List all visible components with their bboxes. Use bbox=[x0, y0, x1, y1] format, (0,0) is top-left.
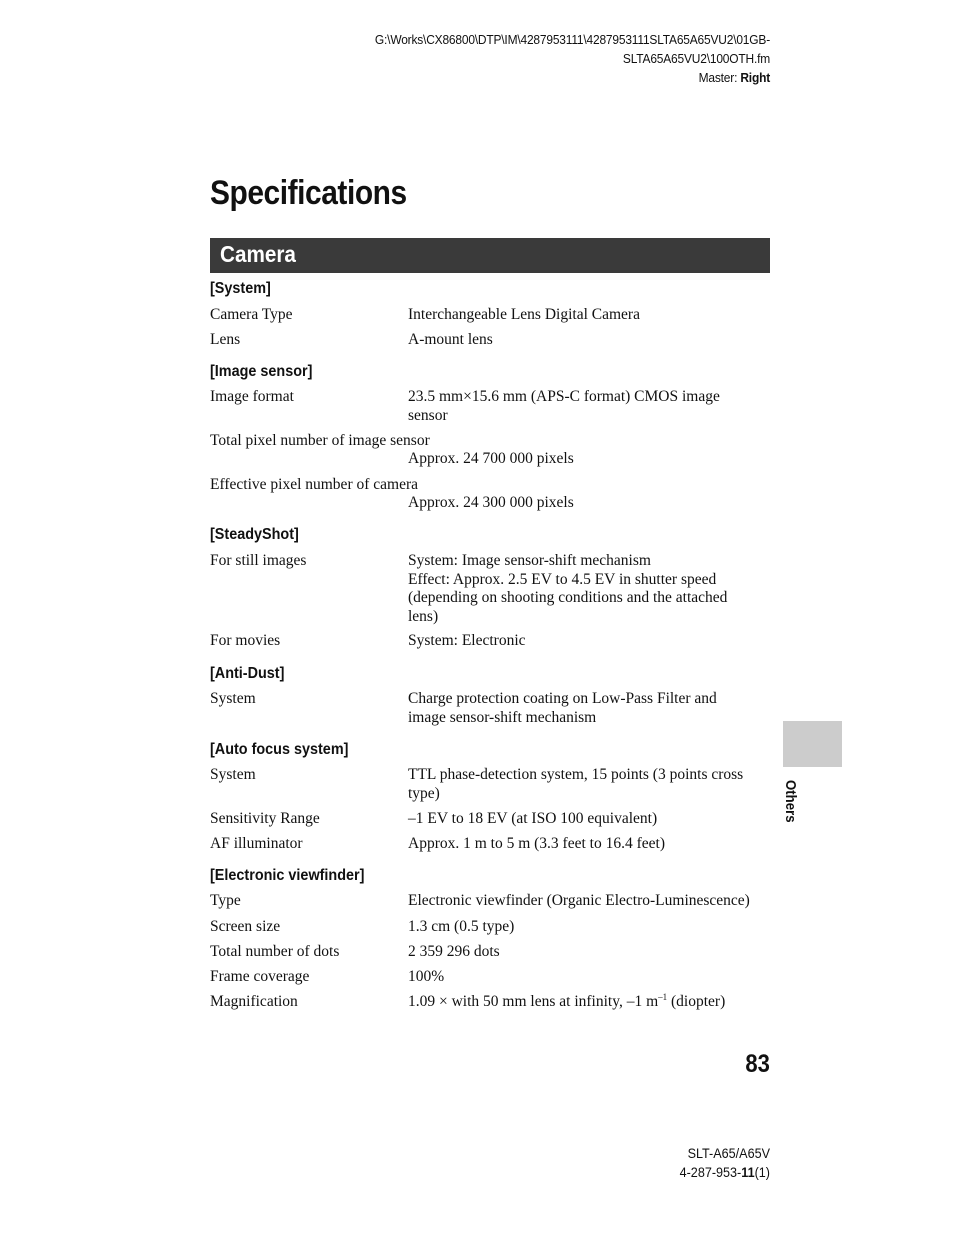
footer-code-suffix: (1) bbox=[754, 1164, 770, 1180]
group-title-system: [System] bbox=[210, 280, 271, 297]
spec-label: System bbox=[210, 690, 256, 707]
spec-label: AF illuminator bbox=[210, 835, 303, 852]
spec-label: Screen size bbox=[210, 918, 281, 935]
spec-value: 100% bbox=[408, 968, 445, 985]
spec-label: Type bbox=[210, 892, 241, 909]
spec-label: System bbox=[210, 766, 256, 783]
header-master-value: Right bbox=[740, 70, 770, 85]
spec-value: Charge protection coating on Low-Pass Filter and image sensor-shift mechanism bbox=[408, 690, 717, 726]
footer-code bbox=[500, 1163, 770, 1182]
spec-value-text: 1.09 × with 50 mm lens at infinity, –1 m bbox=[408, 993, 659, 1010]
group-title-steadyshot: [SteadyShot] bbox=[210, 526, 299, 543]
spec-value: –1 EV to 18 EV (at ISO 100 equivalent) bbox=[408, 810, 658, 827]
footer bbox=[500, 1144, 770, 1182]
spec-label: Magnification bbox=[210, 993, 298, 1010]
header-master bbox=[181, 68, 770, 87]
spec-label: Total pixel number of image sensor bbox=[210, 432, 430, 449]
group-title-anti-dust: [Anti-Dust] bbox=[210, 665, 285, 682]
group-title-image-sensor: [Image sensor] bbox=[210, 363, 313, 380]
spec-value: A-mount lens bbox=[408, 331, 493, 348]
spec-value: 23.5 mm×15.6 mm (APS-C format) CMOS image sensor bbox=[408, 388, 720, 424]
spec-value: 1.3 cm (0.5 type) bbox=[408, 918, 515, 935]
header-master-prefix: Master: bbox=[698, 70, 741, 85]
spec-label: Image format bbox=[210, 388, 294, 405]
group-title-auto-focus: [Auto focus system] bbox=[210, 741, 349, 758]
header-file-path bbox=[181, 30, 770, 87]
spec-value: Approx. 24 700 000 pixels bbox=[408, 450, 574, 467]
footer-code-prefix: 4-287-953- bbox=[679, 1164, 742, 1180]
spec-label: Sensitivity Range bbox=[210, 810, 320, 827]
spec-label: For movies bbox=[210, 632, 281, 649]
footer-model: SLT-A65/A65V bbox=[687, 1145, 770, 1161]
group-title-electronic-viewfinder: [Electronic viewfinder] bbox=[210, 867, 365, 884]
spec-value: TTL phase-detection system, 15 points (3 points cross type) bbox=[408, 766, 744, 802]
section-bar-camera bbox=[210, 238, 770, 273]
side-tab-text: Others bbox=[782, 780, 799, 823]
spec-value: Interchangeable Lens Digital Camera bbox=[408, 306, 640, 323]
spec-label: Effective pixel number of camera bbox=[210, 476, 419, 493]
spec-label: Camera Type bbox=[210, 306, 293, 323]
spec-label: Frame coverage bbox=[210, 968, 310, 985]
spec-value bbox=[408, 993, 773, 1012]
header-path-line1: G:\Works\CX86800\DTP\IM\4287953111\4287953111SLTA65A65VU2\01GB- bbox=[374, 32, 770, 47]
spec-value-line: System: Image sensor-shift mechanism bbox=[408, 552, 651, 569]
spec-label: Total number of dots bbox=[210, 943, 340, 960]
spec-value-line: Effect: Approx. 2.5 EV to 4.5 EV in shutter speed (depending on shooting conditions and the attached lens) bbox=[408, 570, 728, 625]
footer-code-bold: 11 bbox=[741, 1164, 755, 1180]
superscript-exponent: –1 bbox=[658, 992, 668, 1002]
spec-value: Electronic viewfinder (Organic Electro-Luminescence) bbox=[408, 892, 750, 909]
spec-value-text: (diopter) bbox=[667, 993, 726, 1010]
spec-value: 2 359 296 dots bbox=[408, 943, 500, 960]
page-title: Specifications bbox=[210, 174, 407, 212]
spec-value bbox=[408, 552, 753, 626]
page-number: 83 bbox=[745, 1050, 770, 1078]
spec-value: Approx. 1 m to 5 m (3.3 feet to 16.4 feet) bbox=[408, 835, 665, 852]
section-title: Camera bbox=[220, 241, 296, 267]
header-path-line2: SLTA65A65VU2\100OTH.fm bbox=[622, 51, 770, 66]
spec-value: Approx. 24 300 000 pixels bbox=[408, 494, 574, 511]
spec-label: For still images bbox=[210, 552, 307, 569]
spec-label: Lens bbox=[210, 331, 241, 348]
spec-value: System: Electronic bbox=[408, 632, 526, 649]
side-tab-marker bbox=[783, 721, 842, 767]
side-tab-label bbox=[781, 780, 801, 840]
